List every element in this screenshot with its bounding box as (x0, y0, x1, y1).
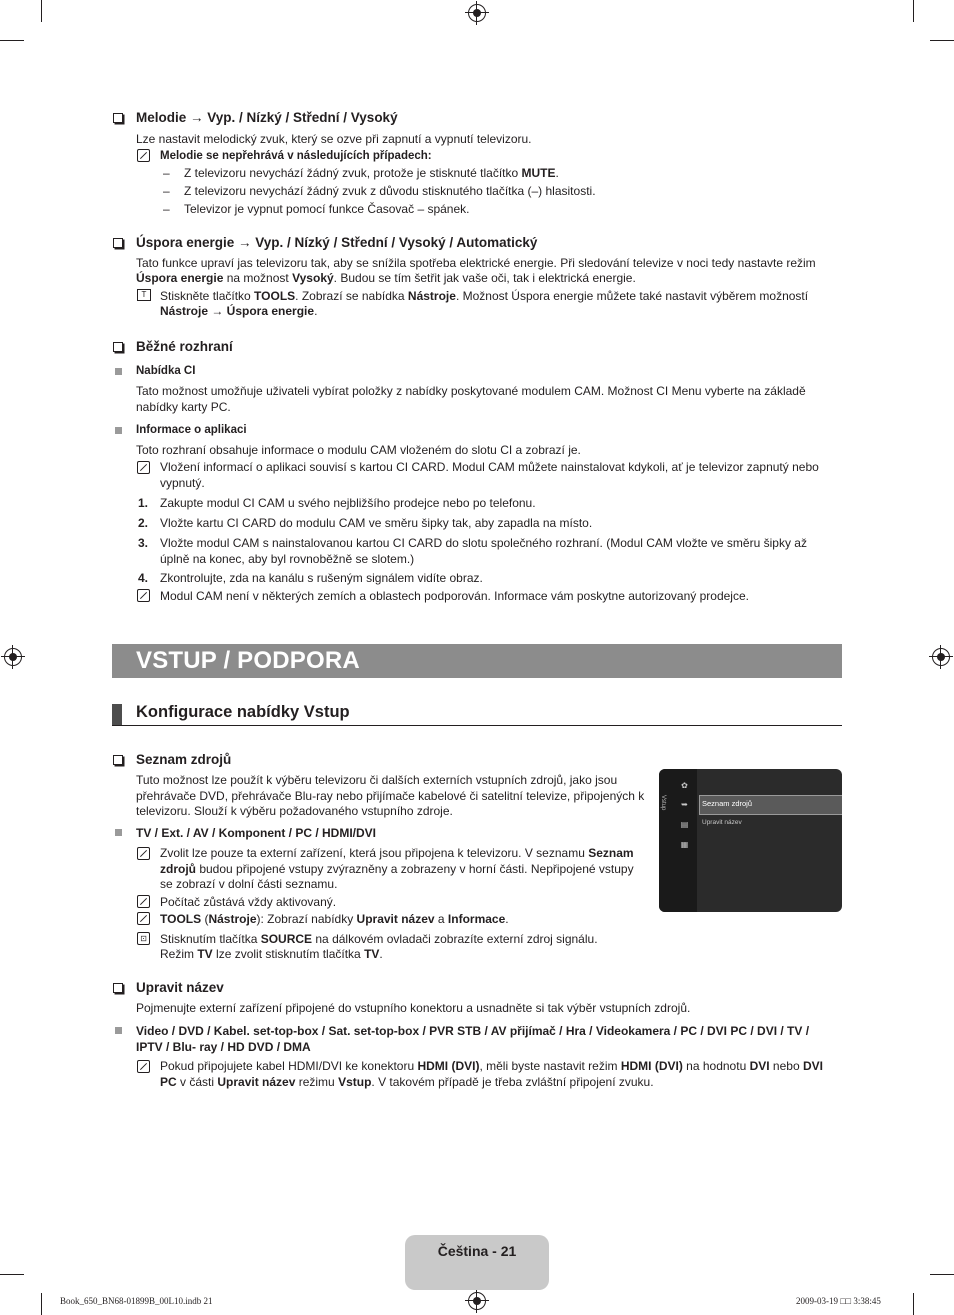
checkbox-bullet-icon (113, 113, 123, 123)
tools-icon: T (137, 289, 151, 301)
note-icon (137, 589, 150, 602)
melodie-item-mute: Z televizoru nevychází žádný zvuk, protože je stisknuté tlačítko MUTE. (184, 166, 559, 180)
note-icon (137, 1060, 150, 1073)
crop-mark (930, 40, 954, 41)
print-slug-left: Book_650_BN68-01899B_00L10.indb 21 (60, 1296, 213, 1306)
bezne-heading: Běžné rozhraní (136, 339, 233, 354)
film-icon: ▤ (680, 820, 689, 829)
info-title: Informace o aplikaci (136, 424, 247, 436)
section-banner (112, 644, 842, 678)
seznam-text: Tuto možnost lze použít k výběru televizoru či dalších externích vstupních zdrojů, jako jsou přehrávače DVD, přehrávače Blu-ray nebo přijímače kabelové či satelitní televize, připojených k televizoru. Slouží k výběru požadovaného vstupního zdroje. (136, 773, 645, 819)
note-icon (137, 895, 150, 908)
seznam-note-1: Zvolit lze pouze ta externí zařízení, která jsou připojena k televizoru. V seznamu Seznam zdrojů budou připojené vstupy zvýrazněny a zobrazeny v horní části. Nepřipojené vstupy se zobrazí v dolní části seznamu. (160, 846, 634, 892)
seznam-heading: Seznam zdrojů (136, 752, 232, 767)
melodie-note-title: Melodie se nepřehrává v následujících případech: (160, 150, 432, 162)
osd-menu-screenshot (659, 769, 842, 912)
heading-bar-icon (112, 704, 122, 725)
note-icon (137, 149, 150, 162)
crop-mark (0, 1274, 24, 1275)
melodie-item-volume: Z televizoru nevychází žádný zvuk z důvodu stisknutého tlačítka (–) hlasitosti. (184, 184, 596, 198)
melodie-item-timer: Televizor je vypnut pomocí funkce Časovač – spánek. (184, 202, 470, 216)
uspora-text-2: Úspora energie na možnost Vysoký. Budou se tím šetřit jak vaše oči, tak i elektrická energie. (136, 271, 636, 285)
input-icon: ➥ (681, 800, 688, 809)
square-bullet-icon (115, 829, 122, 836)
ci-title: Nabídka CI (136, 365, 196, 377)
step-number: 1. (138, 496, 149, 510)
note-icon (137, 912, 150, 925)
crop-mark (0, 40, 24, 41)
step-number: 4. (138, 571, 149, 585)
section-title: Konfigurace nabídky Vstup (136, 703, 350, 721)
step-text: Vložte modul CAM s nainstalovanou kartou CI CARD do slotu společného rozhraní. (Modul CAM vložte ve směru šipky až úplně na konec, aby byl rovnoběžně se slotem.) (160, 536, 807, 566)
melodie-heading: Melodie → Vyp. / Nízký / Střední / Vysoký (136, 110, 398, 125)
seznam-note-2: Počítač zůstává vždy aktivovaný. (160, 895, 337, 909)
note-icon (137, 847, 150, 860)
step-number: 2. (138, 516, 149, 530)
dash-bullet: – (163, 166, 170, 180)
print-slug-right: 2009-03-19 □□ 3:38:45 (796, 1296, 881, 1306)
square-bullet-icon (115, 427, 122, 434)
banner-title: VSTUP / PODPORA (136, 647, 360, 674)
cam-note: Modul CAM není v některých zemích a oblastech podporován. Informace vám poskytne autorizovaný prodejce. (160, 589, 749, 603)
gear-icon: ✿ (681, 781, 688, 790)
remote-icon: ⊡ (137, 932, 150, 945)
seznam-note-3: TOOLS (Nástroje): Zobrazí nabídky Upravit název a Informace. (160, 912, 509, 926)
crop-mark (41, 0, 42, 22)
osd-item-seznam-zdroju[interactable]: Seznam zdrojů (699, 795, 842, 815)
square-bullet-icon (115, 368, 122, 375)
checkbox-bullet-icon (113, 238, 123, 248)
registration-mark-icon (4, 648, 22, 666)
registration-mark-icon (468, 4, 486, 22)
dash-bullet: – (163, 184, 170, 198)
seznam-sources: TV / Ext. / AV / Komponent / PC / HDMI/DVI (136, 826, 377, 840)
page-number: Čeština - 21 (437, 1243, 517, 1259)
registration-mark-icon (932, 648, 950, 666)
square-bullet-icon (115, 1027, 122, 1034)
step-text: Vložte kartu CI CARD do modulu CAM ve směru šipky tak, aby zapadla na místo. (160, 516, 593, 530)
crop-mark (930, 1274, 954, 1275)
step-text: Zakupte modul CI CAM u svého nejbližšího prodejce nebo po telefonu. (160, 496, 536, 510)
grid-icon: ▦ (680, 840, 689, 849)
upravit-note: Pokud připojujete kabel HDMI/DVI ke konektoru HDMI (DVI), měli byste nastavit režim HDMI (DVI) na hodnotu DVI nebo DVI PC v části Upravit název režimu Vstup. V takovém případě je třeba zvláštní připojení zvuku. (160, 1059, 823, 1089)
step-text: Zkontrolujte, zda na kanálu s rušeným signálem vidíte obraz. (160, 571, 483, 585)
checkbox-bullet-icon (113, 342, 123, 352)
upravit-devices: Video / DVD / Kabel. set-top-box / Sat. set-top-box / PVR STB / AV přijímač / Hra / Videokamera / PC / DVI PC / DVI / TV / IPTV / Blu- ray / HD DVD / DMA (136, 1024, 810, 1054)
uspora-heading: Úspora energie → Vyp. / Nízký / Střední / Vysoký / Automatický (136, 235, 538, 250)
crop-mark (913, 0, 914, 22)
note-icon (137, 461, 150, 474)
dash-bullet: – (163, 202, 170, 216)
uspora-tools-1: Stiskněte tlačítko TOOLS. Zobrazí se nabídka Nástroje. Možnost Úspora energie můžete také nastavit výběrem možností (160, 289, 809, 303)
info-text: Toto rozhraní obsahuje informace o modulu CAM vloženém do slotu CI a zobrazí je. (136, 443, 581, 457)
checkbox-bullet-icon (113, 755, 123, 765)
crop-mark (913, 1293, 914, 1315)
osd-side-label: Vstup (660, 795, 666, 811)
divider (112, 725, 842, 726)
osd-sidebar (659, 769, 697, 912)
registration-mark-icon (468, 1292, 486, 1310)
crop-mark (41, 1293, 42, 1315)
page-number-tab (405, 1235, 549, 1290)
upravit-text: Pojmenujte externí zařízení připojené do vstupního konektoru a usnadněte si tak výběr vstupních zdrojů. (136, 1001, 691, 1015)
checkbox-bullet-icon (113, 983, 123, 993)
seznam-note-4: Stisknutím tlačítka SOURCE na dálkovém ovladači zobrazíte externí zdroj signálu. (160, 932, 598, 946)
ci-text: Tato možnost umožňuje uživateli vybírat položky z nabídky poskytované modulem CAM. Možnost CI Menu vyberte na základě nabídky karty PC. (136, 384, 806, 414)
upravit-heading: Upravit název (136, 980, 224, 995)
info-note: Vložení informací o aplikaci souvisí s kartou CI CARD. Modul CAM můžete nainstalovat kdykoli, ať je televizor zapnutý nebo vypnutý. (160, 460, 819, 490)
melodie-text: Lze nastavit melodický zvuk, který se ozve při zapnutí a vypnutí televizoru. (136, 132, 532, 146)
uspora-tools-2: Nástroje → Úspora energie. (160, 304, 318, 318)
osd-item-upravit-nazev[interactable]: Upravit název (702, 819, 742, 826)
seznam-note-5: Režim TV lze zvolit stisknutím tlačítka TV. (160, 947, 383, 961)
step-number: 3. (138, 536, 149, 550)
uspora-text-1: Tato funkce upraví jas televizoru tak, aby se snížila spotřeba elektrické energie. Při sledování televize v noci tedy nastavte režim (136, 256, 816, 270)
